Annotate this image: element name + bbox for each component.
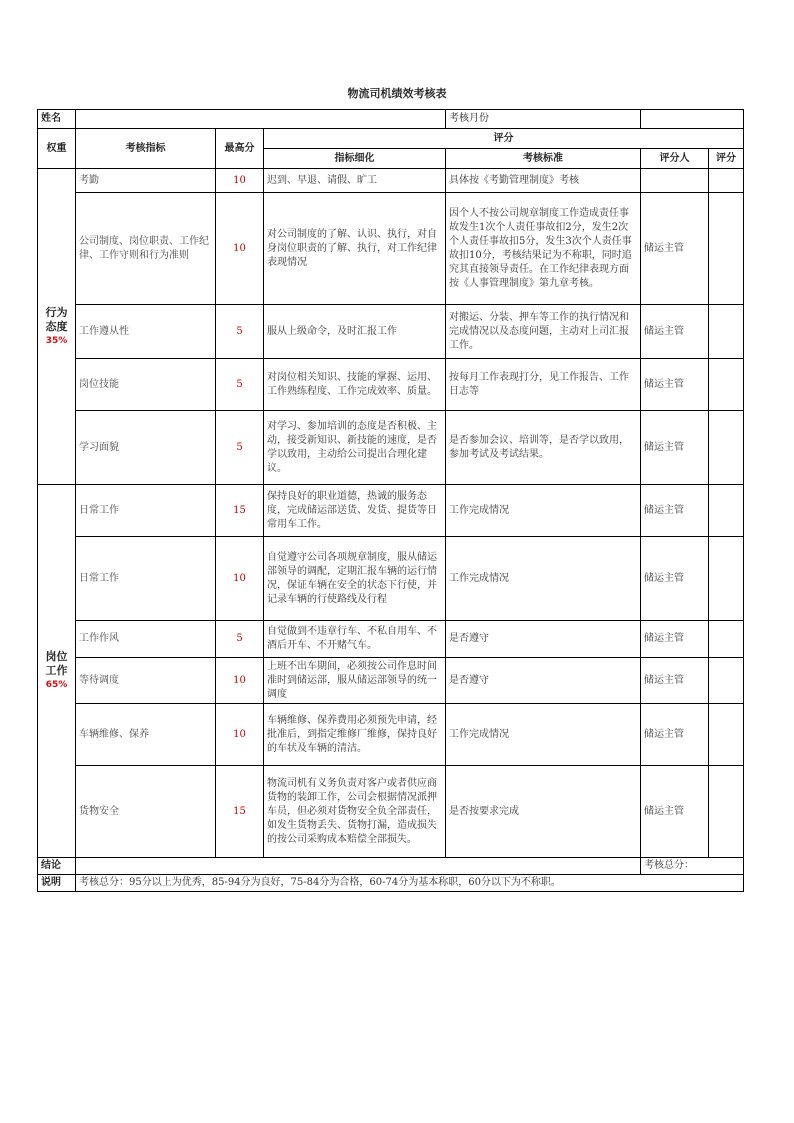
max-score-cell: 15 (216, 485, 264, 537)
table-row (38, 766, 744, 858)
max-score-cell: 10 (216, 537, 264, 621)
reviewer-cell: 储运主管 (641, 305, 709, 359)
conclusion-row (38, 858, 744, 875)
max-score-cell: 15 (216, 766, 264, 858)
detail-cell: 自觉遵守公司各项规章制度，服从储运部领导的调配，定期汇报车辆的运行情况，保证车辆在安全的状态下行使，并记录车辆的行使路线及行程 (264, 537, 446, 621)
max-score-cell: 5 (216, 359, 264, 411)
max-score-cell: 10 (216, 193, 264, 305)
detail-cell: 对公司制度的了解、认识、执行，对自身岗位职责的了解、执行，对工作纪律表现情况 (264, 193, 446, 305)
score-input-cell[interactable] (709, 537, 744, 621)
indicator-cell: 学习面貌 (76, 411, 216, 485)
form-title: 物流司机绩效考核表 (347, 87, 447, 100)
evaluation-table (37, 109, 744, 892)
header-row-1 (38, 129, 744, 149)
detail-cell: 自觉做到不违章行车、不私自用车、不酒后开车、不开赌气车。 (264, 621, 446, 658)
standard-cell: 是否参加会议、培训等，是否学以致用，参加考试及考试结果。 (446, 411, 641, 485)
detail-cell: 上班不出车期间，必须按公司作息时间准时到储运部，服从储运部领导的统一调度 (264, 658, 446, 704)
score-input-cell[interactable] (709, 193, 744, 305)
standard-header: 考核标准 (446, 149, 641, 169)
score-input-cell[interactable] (709, 621, 744, 658)
table-row (38, 193, 744, 305)
indicator-cell: 货物安全 (76, 766, 216, 858)
conclusion-field[interactable] (76, 858, 641, 875)
detail-cell: 车辆维修、保养费用必须预先申请，经批准后，到指定维修厂维修，保持良好的车状及车辆的清洁。 (264, 704, 446, 766)
reviewer-cell: 储运主管 (641, 359, 709, 411)
table-row (38, 169, 744, 193)
detail-cell: 物流司机有义务负责对客户或者供应商货物的装卸工作，公司会根据情况派押车员，但必须对货物安全负全部责任，如发生货物丢失、货物打漏，造成损失的按公司采购成本赔偿全部损失。 (264, 766, 446, 858)
table-row (38, 537, 744, 621)
detail-cell: 对学习、参加培训的态度是否积极、主动，接受新知识、新技能的速度，是否学以致用，主动给公司提出合理化建议。 (264, 411, 446, 485)
month-field[interactable] (641, 110, 744, 129)
standard-cell: 工作完成情况 (446, 704, 641, 766)
conclusion-label: 结论 (38, 858, 76, 875)
table-row (38, 359, 744, 411)
indicator-cell: 工作作风 (76, 621, 216, 658)
name-field[interactable] (76, 110, 446, 129)
indicator-cell: 日常工作 (76, 485, 216, 537)
score-input-cell[interactable] (709, 411, 744, 485)
reviewer-cell: 储运主管 (641, 485, 709, 537)
score-input-cell[interactable] (709, 485, 744, 537)
name-row (38, 110, 744, 129)
indicator-cell: 车辆维修、保养 (76, 704, 216, 766)
max-score-cell: 5 (216, 305, 264, 359)
score-input-cell[interactable] (709, 658, 744, 704)
score-input-cell[interactable] (709, 704, 744, 766)
note-label: 说明 (38, 875, 76, 892)
table-row (38, 411, 744, 485)
score-input-cell[interactable] (709, 359, 744, 411)
max-score-cell: 5 (216, 411, 264, 485)
max-score-cell: 10 (216, 169, 264, 193)
max-score-cell: 10 (216, 704, 264, 766)
detail-cell: 迟到、早退、请假、旷工 (264, 169, 446, 193)
standard-cell: 工作完成情况 (446, 537, 641, 621)
standard-cell: 因个人不按公司规章制度工作造成责任事故发生1次个人责任事故扣2分，发生2次个人责任事故扣5分，发生3次个人责任事故扣10分，考核结果记为不称职，同时追究其直接领导责任。在工作纪律表现方面按《人事管理制度》第九章考核。 (446, 193, 641, 305)
detail-cell: 保持良好的职业道德，热诚的服务态度，完成储运部送货、发货、提货等日常用车工作。 (264, 485, 446, 537)
standard-cell: 对搬运、分装、押车等工作的执行情况和完成情况以及态度问题，主动对上司汇报工作。 (446, 305, 641, 359)
category-name: 行为态度 (45, 305, 68, 333)
name-label: 姓名 (38, 110, 76, 129)
category-behavior (38, 169, 76, 485)
standard-cell: 具体按《考勤管理制度》考核 (446, 169, 641, 193)
max-score-header: 最高分 (216, 129, 264, 169)
total-score-label: 考核总分： (641, 858, 744, 875)
table-row (38, 485, 744, 537)
indicator-cell: 考勤 (76, 169, 216, 193)
reviewer-header: 评分人 (641, 149, 709, 169)
indicator-cell: 日常工作 (76, 537, 216, 621)
month-label: 考核月份 (446, 110, 641, 129)
reviewer-cell: 储运主管 (641, 704, 709, 766)
category-name: 岗位工作 (45, 650, 68, 677)
table-row (38, 658, 744, 704)
standard-cell: 按每月工作表现打分，见工作报告、工作日志等 (446, 359, 641, 411)
category-job (38, 485, 76, 858)
reviewer-cell: 储运主管 (641, 411, 709, 485)
score-input-cell[interactable] (709, 305, 744, 359)
standard-cell: 是否按要求完成 (446, 766, 641, 858)
standard-cell: 是否遵守 (446, 658, 641, 704)
rating-header: 评分 (264, 129, 744, 149)
detail-cell: 服从上级命令，及时汇报工作 (264, 305, 446, 359)
note-text: 考核总分：95分以上为优秀，85-94分为良好，75-84分为合格，60-74分为基本称职，60分以下为不称职。 (76, 875, 744, 892)
table-row (38, 305, 744, 359)
score-input-cell[interactable] (709, 766, 744, 858)
indicator-header: 考核指标 (76, 129, 216, 169)
table-row (38, 621, 744, 658)
score-input-cell[interactable] (709, 169, 744, 193)
detail-cell: 对岗位相关知识、技能的掌握、运用、工作熟练程度、工作完成效率、质量。 (264, 359, 446, 411)
standard-cell: 工作完成情况 (446, 485, 641, 537)
indicator-cell: 等待调度 (76, 658, 216, 704)
category-weight: 65% (45, 680, 68, 690)
max-score-cell: 5 (216, 621, 264, 658)
weight-header: 权重 (38, 129, 76, 169)
reviewer-cell: 储运主管 (641, 621, 709, 658)
standard-cell: 是否遵守 (446, 621, 641, 658)
reviewer-cell: 储运主管 (641, 537, 709, 621)
max-score-cell: 10 (216, 658, 264, 704)
score-header: 评分 (709, 149, 744, 169)
reviewer-cell (641, 169, 709, 193)
reviewer-cell: 储运主管 (641, 193, 709, 305)
category-weight: 35% (45, 335, 68, 346)
reviewer-cell: 储运主管 (641, 766, 709, 858)
indicator-cell: 工作遵从性 (76, 305, 216, 359)
table-row (38, 704, 744, 766)
reviewer-cell: 储运主管 (641, 658, 709, 704)
indicator-cell: 岗位技能 (76, 359, 216, 411)
indicator-cell: 公司制度、岗位职责、工作纪律、工作守则和行为准则 (76, 193, 216, 305)
note-row (38, 875, 744, 892)
detail-header: 指标细化 (264, 149, 446, 169)
